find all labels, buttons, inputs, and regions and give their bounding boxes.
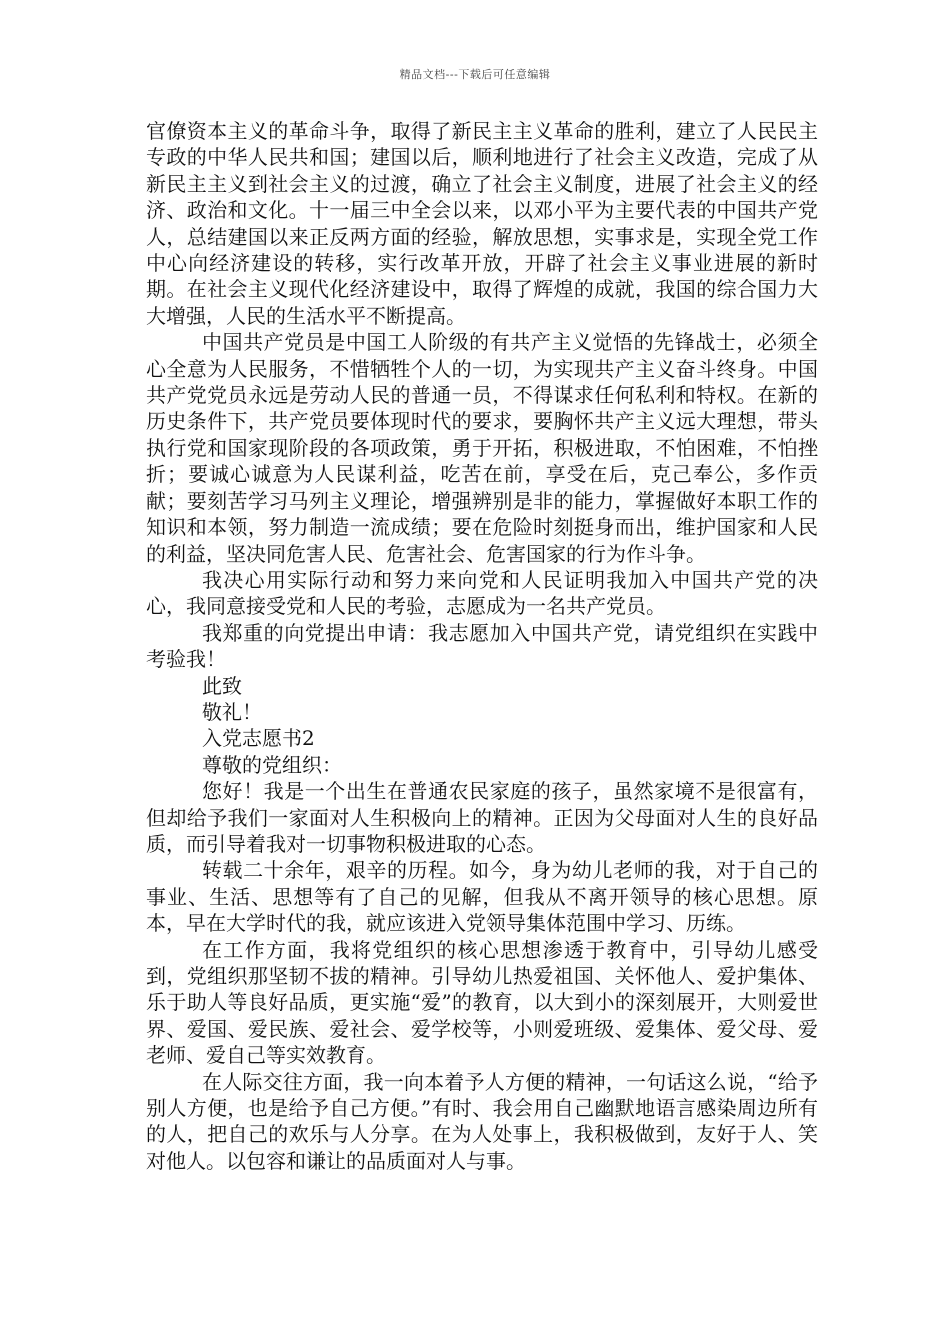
paragraph-revolution-history: 官僚资本主义的革命斗争，取得了新民主主义革命的胜利，建立了人民民主专政的中华人民共和国；建国以后，顺利地进行了社会主义改造，完成了从新民主主义到社会主义的过渡，确立了社会主义制度，进展了社会主义的经济、政治和文化。十一届三中全会以来，以邓小平为主要代表的中国共产党人，总结建国以来正反两方面的经验，解放思想，实事求是，实现全党工作中心向经济建设的转移，实行改革开放，开辟了社会主义事业进展的新时期。在社会主义现代化经济建设中，取得了辉煌的成就，我国的综合国力大大增强，人民的生活水平不断提高。	[146, 119, 818, 328]
paragraph-family-background: 您好！我是一个出生在普通农民家庭的孩子，虽然家境不是很富有，但却给予我们一家面对人生积极向上的精神。正因为父母面对人生的良好品质，而引导着我对一切事物积极进取的心态。	[146, 779, 818, 856]
paragraph-application: 我郑重的向党提出申请：我志愿加入中国共产党，请党组织在实践中考验我！	[146, 620, 818, 672]
paragraph-interpersonal: 在人际交往方面，我一向本着予人方便的精神，一句话这么说，“给予别人方便，也是给予自己方便。”有时、我会用自己幽默地语言感染周边所有的人，把自己的欢乐与人分享。在为人处事上，我积极做到，友好于人、笑对他人。以包容和谦让的品质面对人与事。	[146, 1069, 818, 1173]
document-body	[146, 118, 818, 1174]
closing-regards: 敬礼！	[202, 699, 262, 724]
letter-greeting: 尊敬的党组织：	[202, 752, 342, 777]
page-header: 精品文档---下载后可任意编辑	[399, 68, 551, 81]
closing-salutation: 此致	[202, 673, 242, 698]
paragraph-career: 转载二十余年，艰辛的历程。如今，身为幼儿老师的我，对于自己的事业、生活、思想等有了自己的见解，但我从不离开领导的核心思想。原本，早在大学时代的我，就应该进入党领导集体范围中学习、历练。	[146, 858, 818, 936]
paragraph-work: 在工作方面，我将党组织的核心思想渗透于教育中，引导幼儿感受到，党组织那坚韧不拔的精神。引导幼儿热爱祖国、关怀他人、爱护集体、乐于助人等良好品质，更实施“爱”的教育，以大到小的深刻展开，大则爱世界、爱国、爱民族、爱社会、爱学校等，小则爱班级、爱集体、爱父母、爱老师、爱自己等实效教育。	[146, 937, 818, 1068]
paragraph-party-member-duties: 中国共产党员是中国工人阶级的有共产主义觉悟的先锋战士，必须全心全意为人民服务，不惜牺牲个人的一切，为实现共产主义奋斗终身。中国共产党党员永远是劳动人民的普通一员，不得谋求任何私利和特权。在新的历史条件下，共产党员要体现时代的要求，要胸怀共产主义远大理想，带头执行党和国家现阶段的各项政策，勇于开拓，积极进取，不怕困难，不怕挫折；要诚心诚意为人民谋利益，吃苦在前，享受在后，克己奉公，多作贡献；要刻苦学习马列主义理论，增强辨别是非的能力，掌握做好本职工作的知识和本领，努力制造一流成绩；要在危险时刻挺身而出，维护国家和人民的利益，坚决同危害人民、危害社会、危害国家的行为作斗争。	[146, 330, 818, 566]
section-title: 入党志愿书2	[202, 726, 315, 751]
paragraph-determination: 我决心用实际行动和努力来向党和人民证明我加入中国共产党的决心，我同意接受党和人民的考验，志愿成为一名共产党员。	[146, 567, 818, 619]
